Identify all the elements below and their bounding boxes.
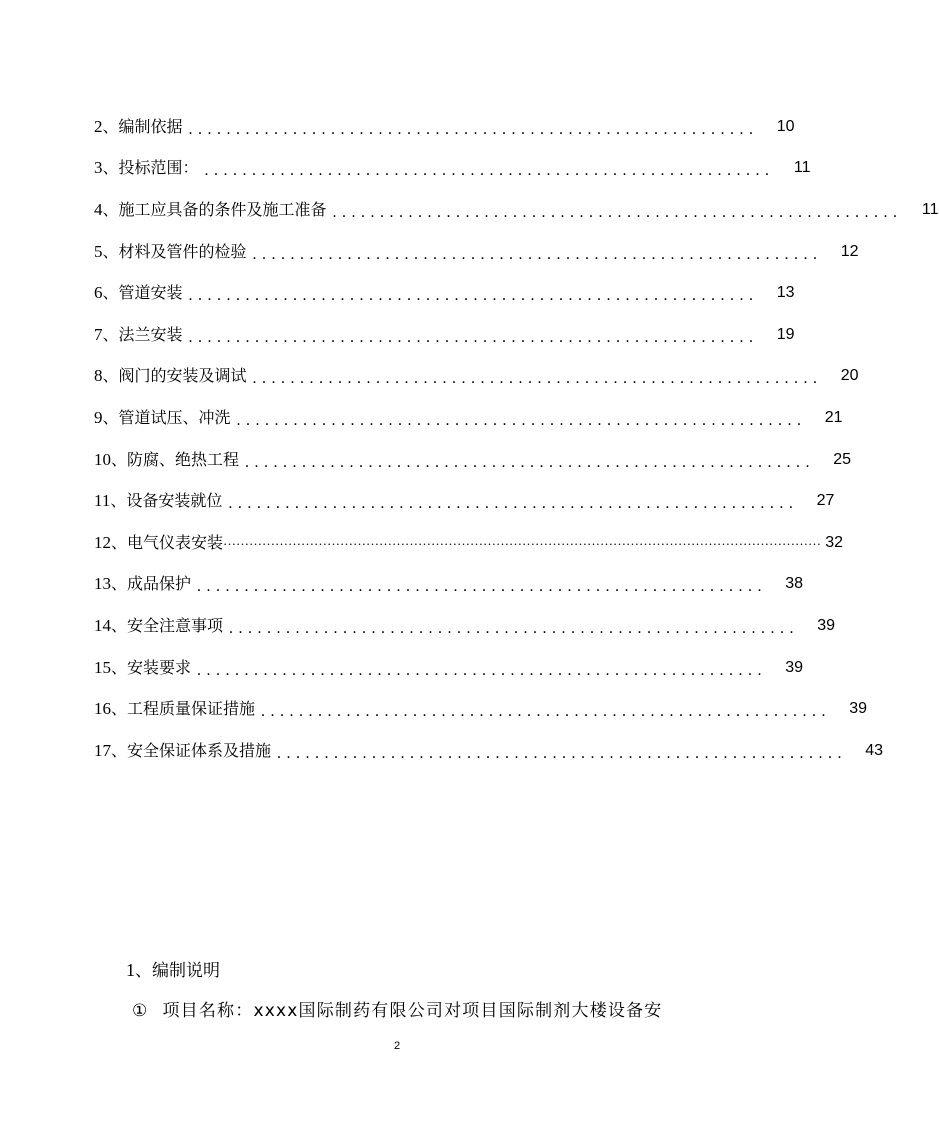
body-text: 项目名称：xxxx国际制药有限公司对项目国际制剂大楼设备安: [162, 1001, 663, 1021]
toc-leader: ............................................................: [252, 245, 823, 263]
toc-leader: ............................................................: [245, 453, 816, 471]
toc-page-number: 32: [825, 533, 844, 551]
toc-number: 12: [94, 532, 111, 552]
toc-page-number: 10: [776, 117, 795, 135]
toc-separator: 、: [111, 574, 128, 594]
toc-number: 13: [94, 574, 111, 594]
toc-title: 法兰安装: [118, 324, 183, 344]
toc-number: 2: [94, 116, 103, 136]
toc-leader: ............................................................: [236, 411, 807, 429]
toc-number: 17: [94, 740, 111, 760]
toc-leader: ............................................................: [188, 328, 759, 346]
page-number: 2: [393, 1040, 401, 1052]
toc-page-number: 19: [776, 325, 795, 343]
toc-row[interactable]: [94, 272, 795, 314]
toc-leader: ............................................................: [188, 120, 759, 138]
toc-page-number: 21: [824, 408, 843, 426]
toc-number: 8: [94, 366, 103, 386]
toc-row[interactable]: [94, 688, 868, 730]
toc-title: 工程质量保证措施: [127, 699, 256, 719]
toc-separator: 、: [111, 449, 128, 469]
toc-separator: 、: [111, 615, 128, 635]
body-paragraph: [132, 999, 663, 1023]
toc-page-number: 39: [817, 616, 836, 634]
toc-page-number: 39: [849, 700, 868, 718]
toc-leader: ............................................................: [332, 203, 903, 221]
toc-row[interactable]: [94, 480, 835, 522]
toc-row[interactable]: [94, 106, 795, 148]
section-number: 1: [126, 960, 135, 980]
toc-number: 5: [94, 241, 103, 261]
toc-title: 成品保护: [127, 574, 192, 594]
toc-title: 安全注意事项: [127, 615, 224, 635]
toc-number: 9: [94, 407, 103, 427]
toc-page-number: 12: [840, 242, 859, 260]
toc-separator: 、: [110, 491, 127, 511]
toc-leader: ............................................................: [228, 495, 799, 513]
toc-separator: 、: [102, 407, 119, 427]
toc-title: 编制依据: [118, 116, 183, 136]
toc-number: 15: [94, 657, 111, 677]
toc-title: 施工应具备的条件及施工准备: [118, 199, 327, 219]
toc-separator: 、: [111, 740, 128, 760]
toc-separator: 、: [102, 158, 119, 178]
toc-row[interactable]: [94, 647, 804, 689]
toc-leader: ............................................................: [277, 744, 848, 762]
toc-title: 电气仪表安装: [127, 532, 224, 552]
toc-page-number: 11: [921, 200, 939, 218]
toc-row[interactable]: [94, 439, 852, 481]
toc-number: 11: [94, 491, 111, 511]
toc-number: 7: [94, 324, 103, 344]
toc-row[interactable]: [94, 522, 844, 564]
toc-title: 材料及管件的检验: [118, 241, 247, 261]
toc-separator: 、: [111, 532, 128, 552]
toc-number: 3: [94, 158, 103, 178]
toc-separator: 、: [102, 283, 119, 303]
toc-leader: ............................................................: [204, 162, 775, 180]
toc-page-number: 20: [840, 367, 859, 385]
toc-separator: 、: [102, 199, 119, 219]
toc-title: 阀门的安装及调试: [118, 366, 247, 386]
toc-page-number: 27: [816, 492, 835, 510]
toc-row[interactable]: [94, 564, 804, 606]
toc-title: 防腐、绝热工程: [127, 449, 240, 469]
toc-title: 设备安装就位: [126, 491, 223, 511]
toc-title: 安全保证体系及措施: [127, 740, 272, 760]
toc-number: 6: [94, 283, 103, 303]
toc-page-number: 38: [785, 575, 804, 593]
toc-leader: ............................................................: [261, 703, 832, 721]
toc-row[interactable]: [94, 231, 859, 273]
toc-leader: ............................................................: [188, 287, 759, 305]
toc-number: 10: [94, 449, 111, 469]
toc-page-number: 43: [865, 741, 884, 759]
toc-leader: ............................................................: [252, 370, 823, 388]
section-title: 、编制说明: [135, 961, 220, 981]
circled-number-marker: ①: [132, 1001, 149, 1021]
toc-title: 管道试压、冲洗: [118, 407, 231, 427]
toc-row[interactable]: [94, 314, 795, 356]
toc-separator: 、: [111, 657, 128, 677]
toc-row[interactable]: [94, 189, 939, 231]
toc-row[interactable]: [94, 356, 859, 398]
toc-page-number: 11: [793, 159, 811, 177]
toc-row[interactable]: [94, 397, 843, 439]
toc-page-number: 25: [833, 450, 852, 468]
toc-page-number: 39: [785, 658, 804, 676]
toc-title: 管道安装: [118, 283, 183, 303]
toc-leader: …………………………………………………………………………………………………………………………: [223, 532, 822, 548]
toc-leader: ............................................................: [229, 619, 800, 637]
toc-separator: 、: [102, 324, 119, 344]
toc-leader: ............................................................: [197, 578, 768, 596]
toc-separator: 、: [111, 699, 128, 719]
toc-row[interactable]: [94, 148, 811, 190]
toc-separator: 、: [102, 241, 119, 261]
toc-row[interactable]: [94, 730, 884, 772]
table-of-contents: [94, 106, 939, 772]
toc-separator: 、: [102, 366, 119, 386]
toc-number: 14: [94, 615, 111, 635]
toc-title: 安装要求: [127, 657, 192, 677]
toc-number: 16: [94, 699, 111, 719]
toc-page-number: 13: [776, 284, 795, 302]
section-heading: [126, 958, 220, 983]
toc-title: 投标范围：: [118, 158, 199, 178]
toc-row[interactable]: [94, 605, 836, 647]
toc-number: 4: [94, 199, 103, 219]
toc-leader: ............................................................: [197, 661, 768, 679]
toc-separator: 、: [102, 116, 119, 136]
